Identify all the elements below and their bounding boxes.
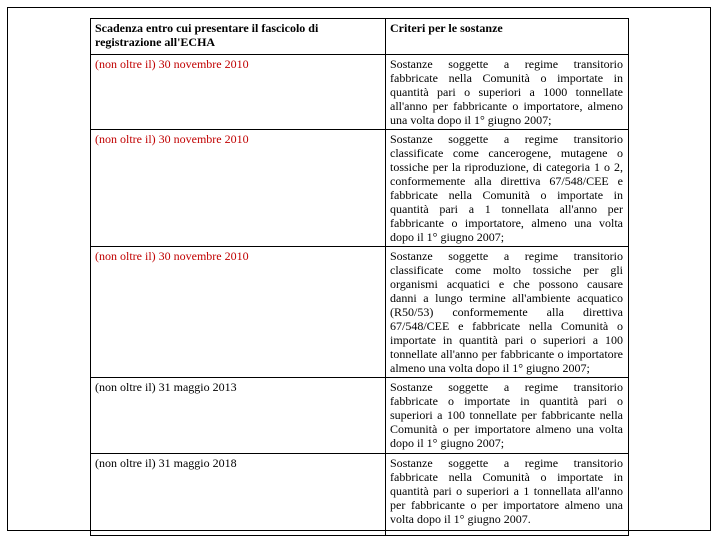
deadline-cell: (non oltre il) 31 maggio 2013: [91, 378, 386, 454]
table-header-row: [91, 19, 629, 55]
table-row: [91, 130, 629, 247]
deadline-cell: (non oltre il) 30 novembre 2010: [91, 247, 386, 378]
registration-deadlines-table: [90, 18, 629, 536]
criteria-cell: Sostanze soggette a regime transitorio fabbricate nella Comunità o importate in quantità pari o superiori a 1 tonnellata all'anno per fabbricante o per importatore almeno una volta dopo il 1° giugno 2007.: [386, 454, 629, 536]
criteria-cell: Sostanze soggette a regime transitorio classificate come molto tossiche per gli organismi acquatici e che possono causare danni a lungo termine all'ambiente acquatico (R50/53) conformemente alla direttiva 67/548/CEE e fabbricate nella Comunità o importate in quantità pari o superiori a 100 tonnellate all'anno per fabbricante o importatore almeno una volta dopo il 1° giugno 2007;: [386, 247, 629, 378]
table-row: [91, 378, 629, 454]
deadline-cell: (non oltre il) 31 maggio 2018: [91, 454, 386, 536]
header-deadline: Scadenza entro cui presentare il fascicolo di registrazione all'ECHA: [91, 19, 386, 55]
criteria-cell: Sostanze soggette a regime transitorio fabbricate o importate in quantità pari o superiori a 100 tonnellate per fabbricante nella Comunità o per importatore almeno una volta dopo il 1° giugno 2007;: [386, 378, 629, 454]
deadline-cell: (non oltre il) 30 novembre 2010: [91, 130, 386, 247]
table-row: [91, 454, 629, 536]
criteria-cell: Sostanze soggette a regime transitorio classificate come cancerogene, mutagene o tossiche per la riproduzione, di categoria 1 o 2, conformemente alla direttiva 67/548/CEE e fabbricate nella Comunità o importate in quantità pari a 1 tonnellata all'anno per fabbricante o importatore, almeno una volta dopo il 1° giugno 2007;: [386, 130, 629, 247]
header-criteria: Criteri per le sostanze: [386, 19, 629, 55]
table-row: [91, 247, 629, 378]
deadline-cell: (non oltre il) 30 novembre 2010: [91, 55, 386, 130]
table-row: [91, 55, 629, 130]
criteria-cell: Sostanze soggette a regime transitorio fabbricate nella Comunità o importate in quantità pari o superiori a 1000 tonnellate all'anno per fabbricante o importatore, almeno una volta dopo il 1° giugno 2007;: [386, 55, 629, 130]
